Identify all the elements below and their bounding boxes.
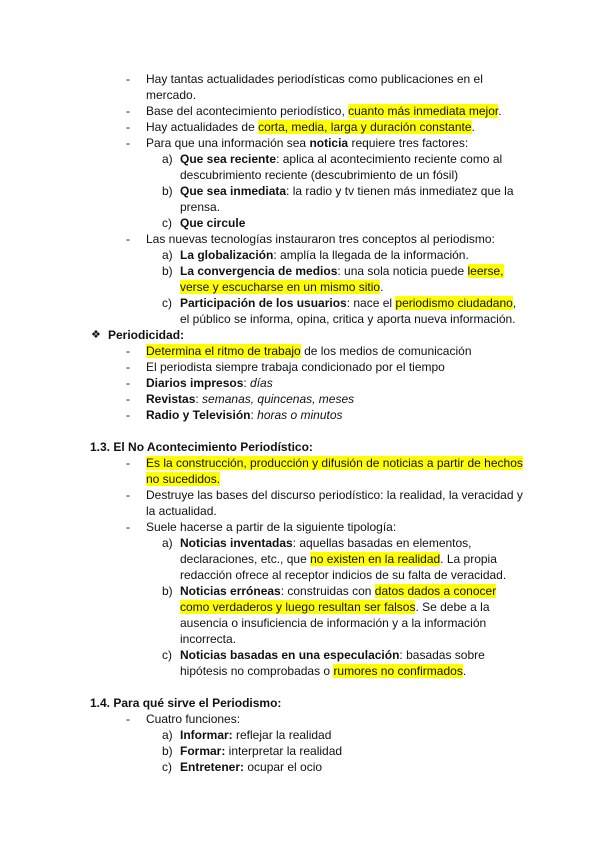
list-marker: c)	[162, 216, 172, 230]
text-line: Formar: interpretar la realidad	[180, 744, 343, 758]
highlight: como verdaderos y luego resultan ser falsos	[180, 600, 416, 614]
text-line: Que sea reciente: aplica al acontecimiento reciente como al	[180, 152, 503, 166]
text-line: Determina el ritmo de trabajo de los medios de comunicación	[146, 344, 472, 358]
highlight: corta, media, larga y duración constante	[258, 120, 472, 134]
highlight: Determina el ritmo de trabajo	[146, 344, 301, 358]
text-line: Noticias erróneas: construidas con datos dados a conocer	[180, 584, 497, 598]
list-marker: a)	[162, 536, 173, 550]
dash-bullet: -	[126, 72, 130, 86]
text-line: ausencia o insuficiencia de información y a la información	[180, 616, 487, 630]
text-line: La convergencia de medios: una sola noticia puede leerse,	[180, 264, 504, 278]
text-line: Que sea inmediata: la radio y tv tienen más inmediatez que la	[180, 184, 514, 198]
list-marker: c)	[162, 648, 172, 662]
dash-bullet: -	[126, 408, 130, 422]
text-line	[146, 472, 220, 487]
list-marker: b)	[162, 184, 173, 198]
list-marker: c)	[162, 296, 172, 310]
highlight: cuanto más inmediata mejor	[348, 104, 499, 118]
text-line: prensa.	[180, 200, 221, 214]
text-line: Diarios impresos: días	[146, 376, 273, 390]
dash-bullet: -	[126, 360, 130, 374]
section-heading: 1.4. Para qué sirve el Periodismo:	[90, 696, 282, 710]
dash-bullet: -	[126, 520, 130, 534]
list-marker: b)	[162, 264, 173, 278]
text-line: Suele hacerse a partir de la siguiente tipología:	[146, 520, 397, 534]
text-line: Noticias basadas en una especulación: basadas sobre	[180, 648, 485, 662]
highlight: periodismo ciudadano	[395, 296, 513, 310]
text-line: Base del acontecimiento periodístico, cuanto más inmediata mejor.	[146, 104, 502, 118]
text-line: incorrecta.	[180, 632, 237, 646]
text-line: declaraciones, etc., que no existen en la realidad. La propia	[180, 552, 497, 566]
text-line: La globalización: amplía la llegada de la información.	[180, 248, 469, 262]
dash-bullet: -	[126, 456, 130, 470]
text-line: Para que una información sea noticia requiere tres factores:	[146, 136, 469, 150]
text-line: Hay tantas actualidades periodísticas como publicaciones en el	[146, 72, 483, 86]
text-line: Las nuevas tecnologías instauraron tres conceptos al periodismo:	[146, 232, 495, 246]
list-marker: a)	[162, 152, 173, 166]
text-line: Informar: reflejar la realidad	[180, 728, 332, 742]
text-line: Cuatro funciones:	[146, 712, 241, 726]
text-line: Participación de los usuarios: nace el periodismo ciudadano,	[180, 296, 517, 310]
list-marker: c)	[162, 760, 172, 774]
text-line: Destruye las bases del discurso periodístico: la realidad, la veracidad y	[146, 488, 523, 502]
text-line: Revistas: semanas, quincenas, meses	[146, 392, 355, 406]
dash-bullet: -	[126, 392, 130, 406]
text-line: mercado.	[146, 88, 197, 102]
highlight: verse y escucharse en un mismo sitio	[180, 280, 381, 294]
text-line: descubrimiento reciente (descubrimiento de un fósil)	[180, 168, 459, 182]
section-heading: 1.3. El No Acontecimiento Periodístico:	[90, 440, 313, 454]
dash-bullet: -	[126, 376, 130, 390]
text-line: redacción ofrece al receptor indicios de su falta de veracidad.	[180, 568, 507, 582]
dash-bullet: -	[126, 344, 130, 358]
dash-bullet: -	[126, 488, 130, 502]
text-line: Radio y Televisión: horas o minutos	[146, 408, 343, 422]
list-marker: b)	[162, 584, 173, 598]
dash-bullet: -	[126, 136, 130, 150]
list-marker: b)	[162, 744, 173, 758]
highlight: no sucedidos.	[146, 472, 221, 486]
text-line: la actualidad.	[146, 504, 217, 518]
list-marker: a)	[162, 248, 173, 262]
section-title: Periodicidad:	[108, 328, 185, 342]
highlight: Es la construcción, producción y difusión de noticias a partir de hechos	[146, 456, 523, 470]
dash-bullet: -	[126, 104, 130, 118]
highlight: rumores no confirmados	[333, 664, 463, 678]
diamond-bullet-icon: ❖	[91, 329, 101, 341]
highlight: leerse,	[467, 264, 504, 278]
text-line: Entretener: ocupar el ocio	[180, 760, 323, 774]
text-line: El periodista siempre trabaja condicionado por el tiempo	[146, 360, 445, 374]
dash-bullet: -	[126, 120, 130, 134]
text-line: hipótesis no comprobadas o rumores no confirmados.	[180, 664, 467, 678]
text-line: como verdaderos y luego resultan ser falsos. Se debe a la	[180, 600, 490, 614]
highlight: datos dados a conocer	[374, 584, 497, 598]
text-line: verse y escucharse en un mismo sitio.	[180, 280, 384, 294]
dash-bullet: -	[126, 712, 130, 726]
highlight: no existen en la realidad	[310, 552, 441, 566]
text-line: Que circule	[180, 216, 246, 230]
text-line: Noticias inventadas: aquellas basadas en elementos,	[180, 536, 472, 550]
dash-bullet: -	[126, 232, 130, 246]
list-marker: a)	[162, 728, 173, 742]
text-line: Hay actualidades de corta, media, larga y duración constante.	[146, 120, 475, 134]
text-line	[146, 456, 523, 471]
text-line: el público se informa, opina, critica y aporta nueva información.	[180, 312, 516, 326]
